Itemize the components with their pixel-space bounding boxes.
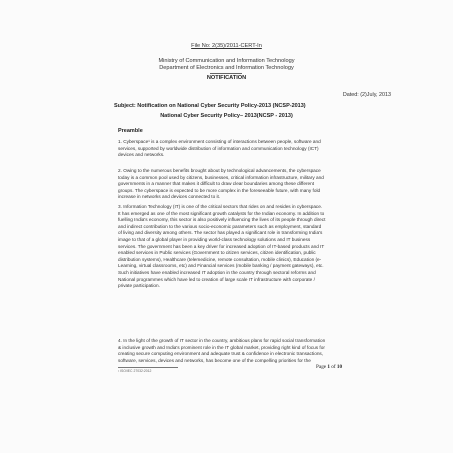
page-total: 10 <box>336 364 343 370</box>
paragraph-line: distribution systems), Healthcare (telemedicine, remote consultation, mobile clinics), Education (e- <box>118 256 322 262</box>
department-line: Department of Electronics and Information Technology <box>159 64 294 71</box>
header-divider <box>210 73 242 74</box>
paragraph-line: groups. The cyberspace is expected to be more complex in the foreseeable future, with many fold <box>118 187 321 193</box>
paragraph-line: Learning, virtual classrooms, etc) and Financial services (mobile banking / payment gateways), etc. <box>118 263 324 269</box>
paragraph-line: image to that of a global player in providing world-class technology solutions and IT business <box>118 236 311 242</box>
page-current: 1 <box>327 364 330 370</box>
ministry-heading <box>0 58 453 71</box>
paragraph-line: devices and networks. <box>118 152 165 158</box>
paragraph-line: services. The government has been a key driver for increased adoption of IT-based products and IT <box>118 243 325 249</box>
paragraph-line: increase in networks and devices connected to it. <box>118 194 221 200</box>
paragraph-line: 2. Owing to the numerous benefits brought about by technological advancements, the cyberspace <box>118 168 321 173</box>
paragraph-line: creating secure computing environment and adequate trust & confidence in electronic transactions, <box>118 351 324 357</box>
paragraph-line: software, services, devices and networks, has become one of the compelling priorities for the <box>118 357 311 363</box>
file-number: File No: 2(35)/2011-CERT-In <box>191 43 262 49</box>
footnote-divider <box>118 367 178 368</box>
footnote: ¹ ISO/IEC 27032:2012 <box>118 369 152 373</box>
paragraph-line: services, supported by worldwide distribution of information and communication technology (ICT) <box>118 145 319 151</box>
paragraph-line: It has emerged as one of the most significant growth catalysts for the Indian economy. In addition to <box>118 210 325 216</box>
paragraph-4 <box>118 338 338 364</box>
paragraph-line: fuelling India's economy, this sector is also positively influencing the lives of its people through direct <box>118 217 326 223</box>
paragraph-line: private participation. <box>118 283 160 289</box>
paragraph-line: & inclusive growth and India's prominent role in the IT global market, providing right kind of focus for <box>118 344 325 350</box>
notification-heading: NOTIFICATION <box>206 75 247 81</box>
policy-title: National Cyber Security Policy– 2013(NCSP - 2013) <box>160 113 293 119</box>
paragraph-1 <box>118 139 338 159</box>
paragraph-2 <box>118 168 338 201</box>
paragraph-line: and indirect contribution to the various socio-economic parameters such as employment, standard <box>118 223 322 229</box>
paragraph-line: Such initiatives have enabled increased IT adoption in the country through sectoral reforms and <box>118 269 316 275</box>
paragraph-line: governments in a manner that makes it difficult to draw clear boundaries among these different <box>118 181 315 187</box>
paragraph-line: enabled services in Public services (Government to citizen services, citizen identification, public <box>118 250 316 256</box>
paragraph-3 <box>118 204 338 290</box>
page-number <box>316 364 342 370</box>
dated-line: Dated: (2)July, 2013 <box>342 92 391 98</box>
preamble-heading: Preamble <box>118 128 143 134</box>
page-of: of <box>331 364 336 370</box>
page-label: Page <box>316 364 327 370</box>
paragraph-line: National programmes which have led to creation of large scale IT infrastructure with corporate / <box>118 276 315 282</box>
paragraph-line: today is a common pool used by citizens, businesses, critical information infrastructure, military and <box>118 174 324 180</box>
subject-line: Subject: Notification on National Cyber Security Policy-2013 (NCSP-2013) <box>114 103 306 109</box>
paragraph-line: of living and diversity among others. The sector has played a significant role in transforming India's <box>118 230 323 236</box>
paragraph-line: 3. Information Technology (IT) is one of the critical sectors that rides on and resides in cyberspace. <box>118 204 323 209</box>
paragraph-line: 1. Cyberspace¹ is a complex environment consisting of interactions between people, software and <box>118 139 321 144</box>
paragraph-line: 4. In the light of the growth of IT sector in the country, ambitious plans for rapid social transformation <box>118 338 326 343</box>
ministry-line: Ministry of Communication and Information Technology <box>158 58 295 64</box>
